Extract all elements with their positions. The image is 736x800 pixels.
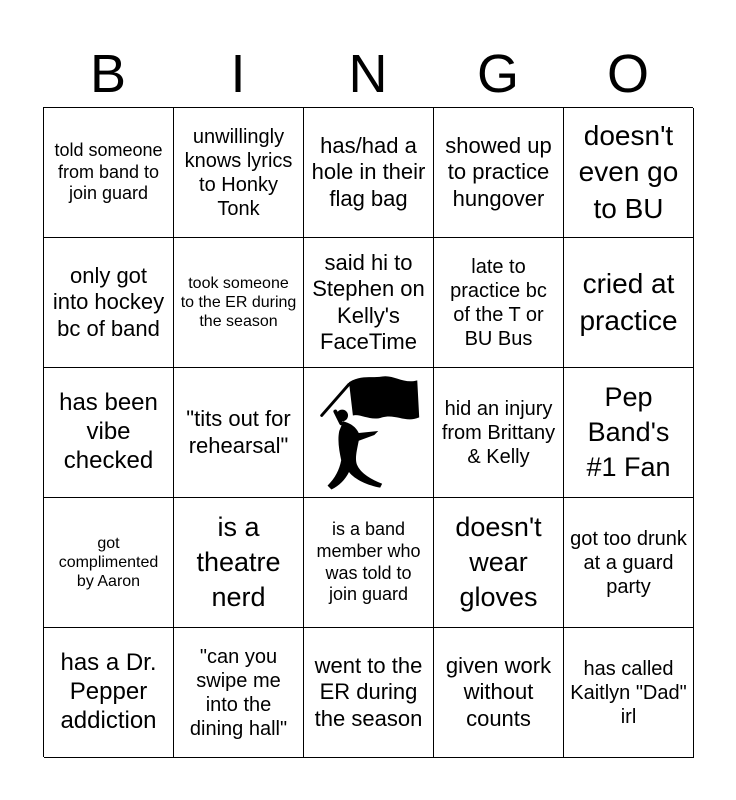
header-letter-b: B — [89, 44, 127, 104]
cell-label: went to the ER during the season — [314, 652, 423, 731]
bingo-cell[interactable] — [564, 628, 694, 758]
cell-label: told someone from band to join guard — [54, 140, 163, 204]
bingo-cell[interactable] — [44, 368, 174, 498]
bingo-cell[interactable] — [434, 108, 564, 238]
bingo-cell[interactable] — [304, 628, 434, 758]
bingo-cell[interactable] — [174, 628, 304, 758]
bingo-cell[interactable] — [564, 368, 694, 498]
bingo-cell[interactable] — [304, 108, 434, 238]
header-letter-i: I — [230, 44, 246, 104]
cell-label: hid an injury from Brittany & Kelly — [441, 397, 556, 468]
bingo-cell[interactable] — [44, 108, 174, 238]
cell-label: doesn't even go to BU — [578, 119, 679, 224]
cell-label: unwillingly knows lyrics to Honky Tonk — [184, 125, 293, 220]
cell-label: got too drunk at a guard party — [570, 527, 687, 598]
cell-label: late to practice bc of the T or BU Bus — [450, 255, 547, 350]
cell-label: said hi to Stephen on Kelly's FaceTime — [312, 249, 425, 354]
bingo-cell[interactable] — [434, 368, 564, 498]
bingo-cell[interactable] — [174, 238, 304, 368]
cell-label: given work without counts — [445, 652, 552, 731]
flag-dancer-icon — [310, 371, 427, 495]
cell-label: cried at practice — [579, 268, 678, 336]
bingo-cell[interactable] — [304, 498, 434, 628]
header-letter-n: N — [348, 44, 388, 104]
cell-label: Pep Band's #1 Fan — [586, 381, 671, 483]
bingo-cell[interactable] — [434, 628, 564, 758]
free-space[interactable] — [304, 368, 434, 498]
bingo-grid — [43, 107, 693, 757]
cell-label: took someone to the ER during the season — [180, 274, 297, 331]
cell-label: "can you swipe me into the dining hall" — [189, 645, 288, 740]
cell-label: has a Dr. Pepper addiction — [60, 649, 157, 734]
bingo-cell[interactable] — [434, 238, 564, 368]
cell-label: is a theatre nerd — [196, 511, 281, 613]
bingo-cell[interactable] — [174, 108, 304, 238]
bingo-cell[interactable] — [174, 368, 304, 498]
cell-label: only got into hockey bc of band — [52, 262, 165, 341]
cell-label: doesn't wear gloves — [455, 511, 542, 613]
bingo-cell[interactable] — [304, 238, 434, 368]
cell-label: showed up to practice hungover — [445, 132, 552, 211]
header-letter-o: O — [606, 44, 649, 104]
cell-label: has called Kaitlyn "Dad" irl — [570, 657, 687, 728]
cell-label: has/had a hole in their flag bag — [311, 132, 426, 211]
bingo-cell[interactable] — [434, 498, 564, 628]
bingo-cell[interactable] — [564, 238, 694, 368]
bingo-cell[interactable] — [44, 498, 174, 628]
bingo-header — [43, 42, 693, 106]
cell-label: got complimented by Aaron — [58, 534, 159, 591]
bingo-cell[interactable] — [564, 498, 694, 628]
cell-label: is a band member who was told to join guard — [316, 519, 421, 605]
bingo-cell[interactable] — [44, 628, 174, 758]
bingo-cell[interactable] — [44, 238, 174, 368]
cell-label: "tits out for rehearsal" — [186, 406, 291, 458]
cell-label: has been vibe checked — [59, 389, 158, 474]
header-letter-g: G — [476, 44, 519, 104]
bingo-cell[interactable] — [174, 498, 304, 628]
bingo-cell[interactable] — [564, 108, 694, 238]
